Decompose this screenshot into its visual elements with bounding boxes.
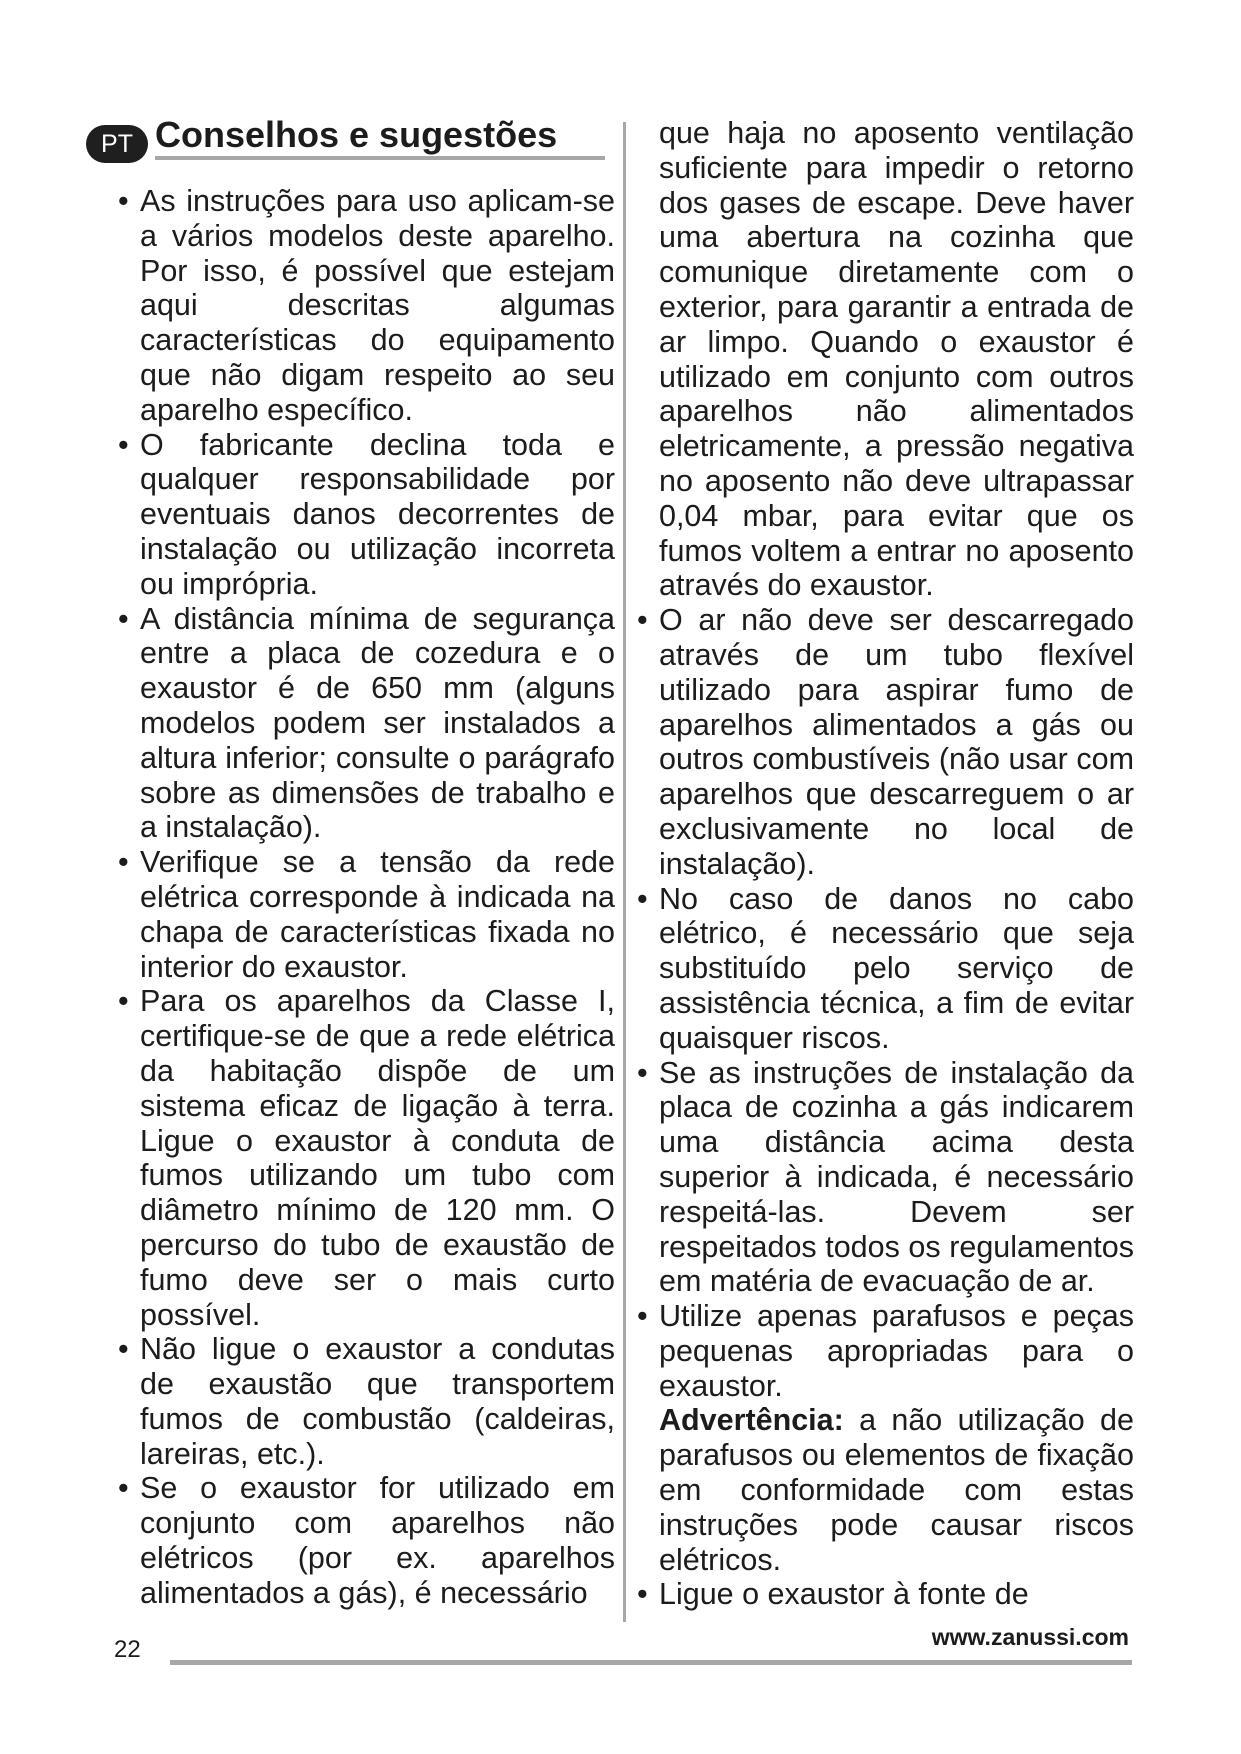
warning-paragraph [637, 1403, 1134, 1577]
list-item: • Para os aparelhos da Classe I, certifique-se de que a rede elétrica da habitação dispõe de um sistema eficaz de ligação à terra. Ligue o exaustor à conduta de fumos utilizando um tubo com diâmetro mínimo de 120 mm. O percurso do tubo de exaustão de fumo deve ser o mais curto possível. [118, 984, 615, 1332]
warning-label: Advertência: [659, 1403, 844, 1438]
title-underline [155, 156, 605, 160]
bullet-icon: • [118, 984, 129, 1019]
page-number: 22 [114, 1636, 141, 1663]
list-item: • As instruções para uso aplicam-se a vários modelos deste aparelho. Por isso, é possível que estejam aqui descritas algumas características do equipamento que não digam respeito ao seu aparelho específico. [118, 184, 615, 427]
right-column [637, 116, 1134, 1612]
list-item: • Não ligue o exaustor a condutas de exaustão que transportem fumos de combustão (caldeiras, lareiras, etc.). [118, 1332, 615, 1471]
bullet-icon: • [637, 1055, 648, 1090]
continuation-paragraph: que haja no aposento ventilação suficiente para impedir o retorno dos gases de escape. Deve haver uma abertura na cozinha que comunique diretamente com o exterior, para garantir a entrada de ar limpo. Quando o exaustor é utilizado em conjunto com outros aparelhos não alimentados eletricamente, a pressão negativa no aposento não deve ultrapassar 0,04 mbar, para evitar que os fumos voltem a entrar no aposento através do exaustor. [659, 116, 1134, 603]
column-divider [623, 122, 626, 1622]
bullet-icon: • [637, 1299, 648, 1334]
bullet-icon: • [118, 601, 129, 636]
bullet-icon: • [118, 1471, 129, 1506]
list-item: • Utilize apenas parafusos e peças pequenas apropriadas para o exaustor. [637, 1299, 1134, 1403]
list-item: • Se as instruções de instalação da placa de cozinha a gás indicarem uma distância acima desta superior à indicada, é necessário respeitá-las. Devem ser respeitados todos os regulamentos em matéria de evacuação de ar. [637, 1055, 1134, 1299]
list-item: • Verifique se a tensão da rede elétrica corresponde à indicada na chapa de características fixada no interior do exaustor. [118, 845, 615, 984]
footer-rule [170, 1660, 1132, 1665]
list-item: • No caso de danos no cabo elétrico, é necessário que seja substituído pelo serviço de assistência técnica, a fim de evitar quaisquer riscos. [637, 881, 1134, 1055]
bullet-icon: • [118, 184, 129, 218]
list-item: • O ar não deve ser descarregado através de um tubo flexível utilizado para aspirar fumo de aparelhos alimentados a gás ou outros combustíveis (não usar com aparelhos que descarreguem o ar exclusivamente no local de instalação). [637, 603, 1134, 881]
bullet-icon: • [118, 1332, 129, 1367]
list-item: • Ligue o exaustor à fonte de [637, 1577, 1029, 1612]
language-badge: PT [86, 125, 148, 163]
bullet-icon: • [118, 427, 129, 462]
warning-text: a não utilização de parafusos ou elementos de fixação em conformidade com estas instruções pode causar riscos elétricos. [659, 1403, 1134, 1577]
list-item: • O fabricante declina toda e qualquer responsabilidade por eventuais danos decorrentes de instalação ou utilização incorreta ou imprópria. [118, 427, 615, 601]
list-item: • A distância mínima de segurança entre a placa de cozedura e o exaustor é de 650 mm (alguns modelos podem ser instalados a altura inferior; consulte o parágrafo sobre as dimensões de trabalho e a instalação). [118, 601, 615, 845]
website-link[interactable]: www.zanussi.com [931, 1624, 1129, 1650]
list-item: • Se o exaustor for utilizado em conjunto com aparelhos não elétricos (por ex. aparelhos alimentados a gás), é necessário [118, 1471, 615, 1610]
bullet-icon: • [637, 1577, 648, 1612]
bullet-icon: • [637, 603, 648, 638]
bullet-icon: • [637, 881, 648, 916]
left-column [118, 184, 615, 1611]
bullet-icon: • [118, 845, 129, 880]
section-title: Conselhos e sugestões [155, 114, 558, 155]
